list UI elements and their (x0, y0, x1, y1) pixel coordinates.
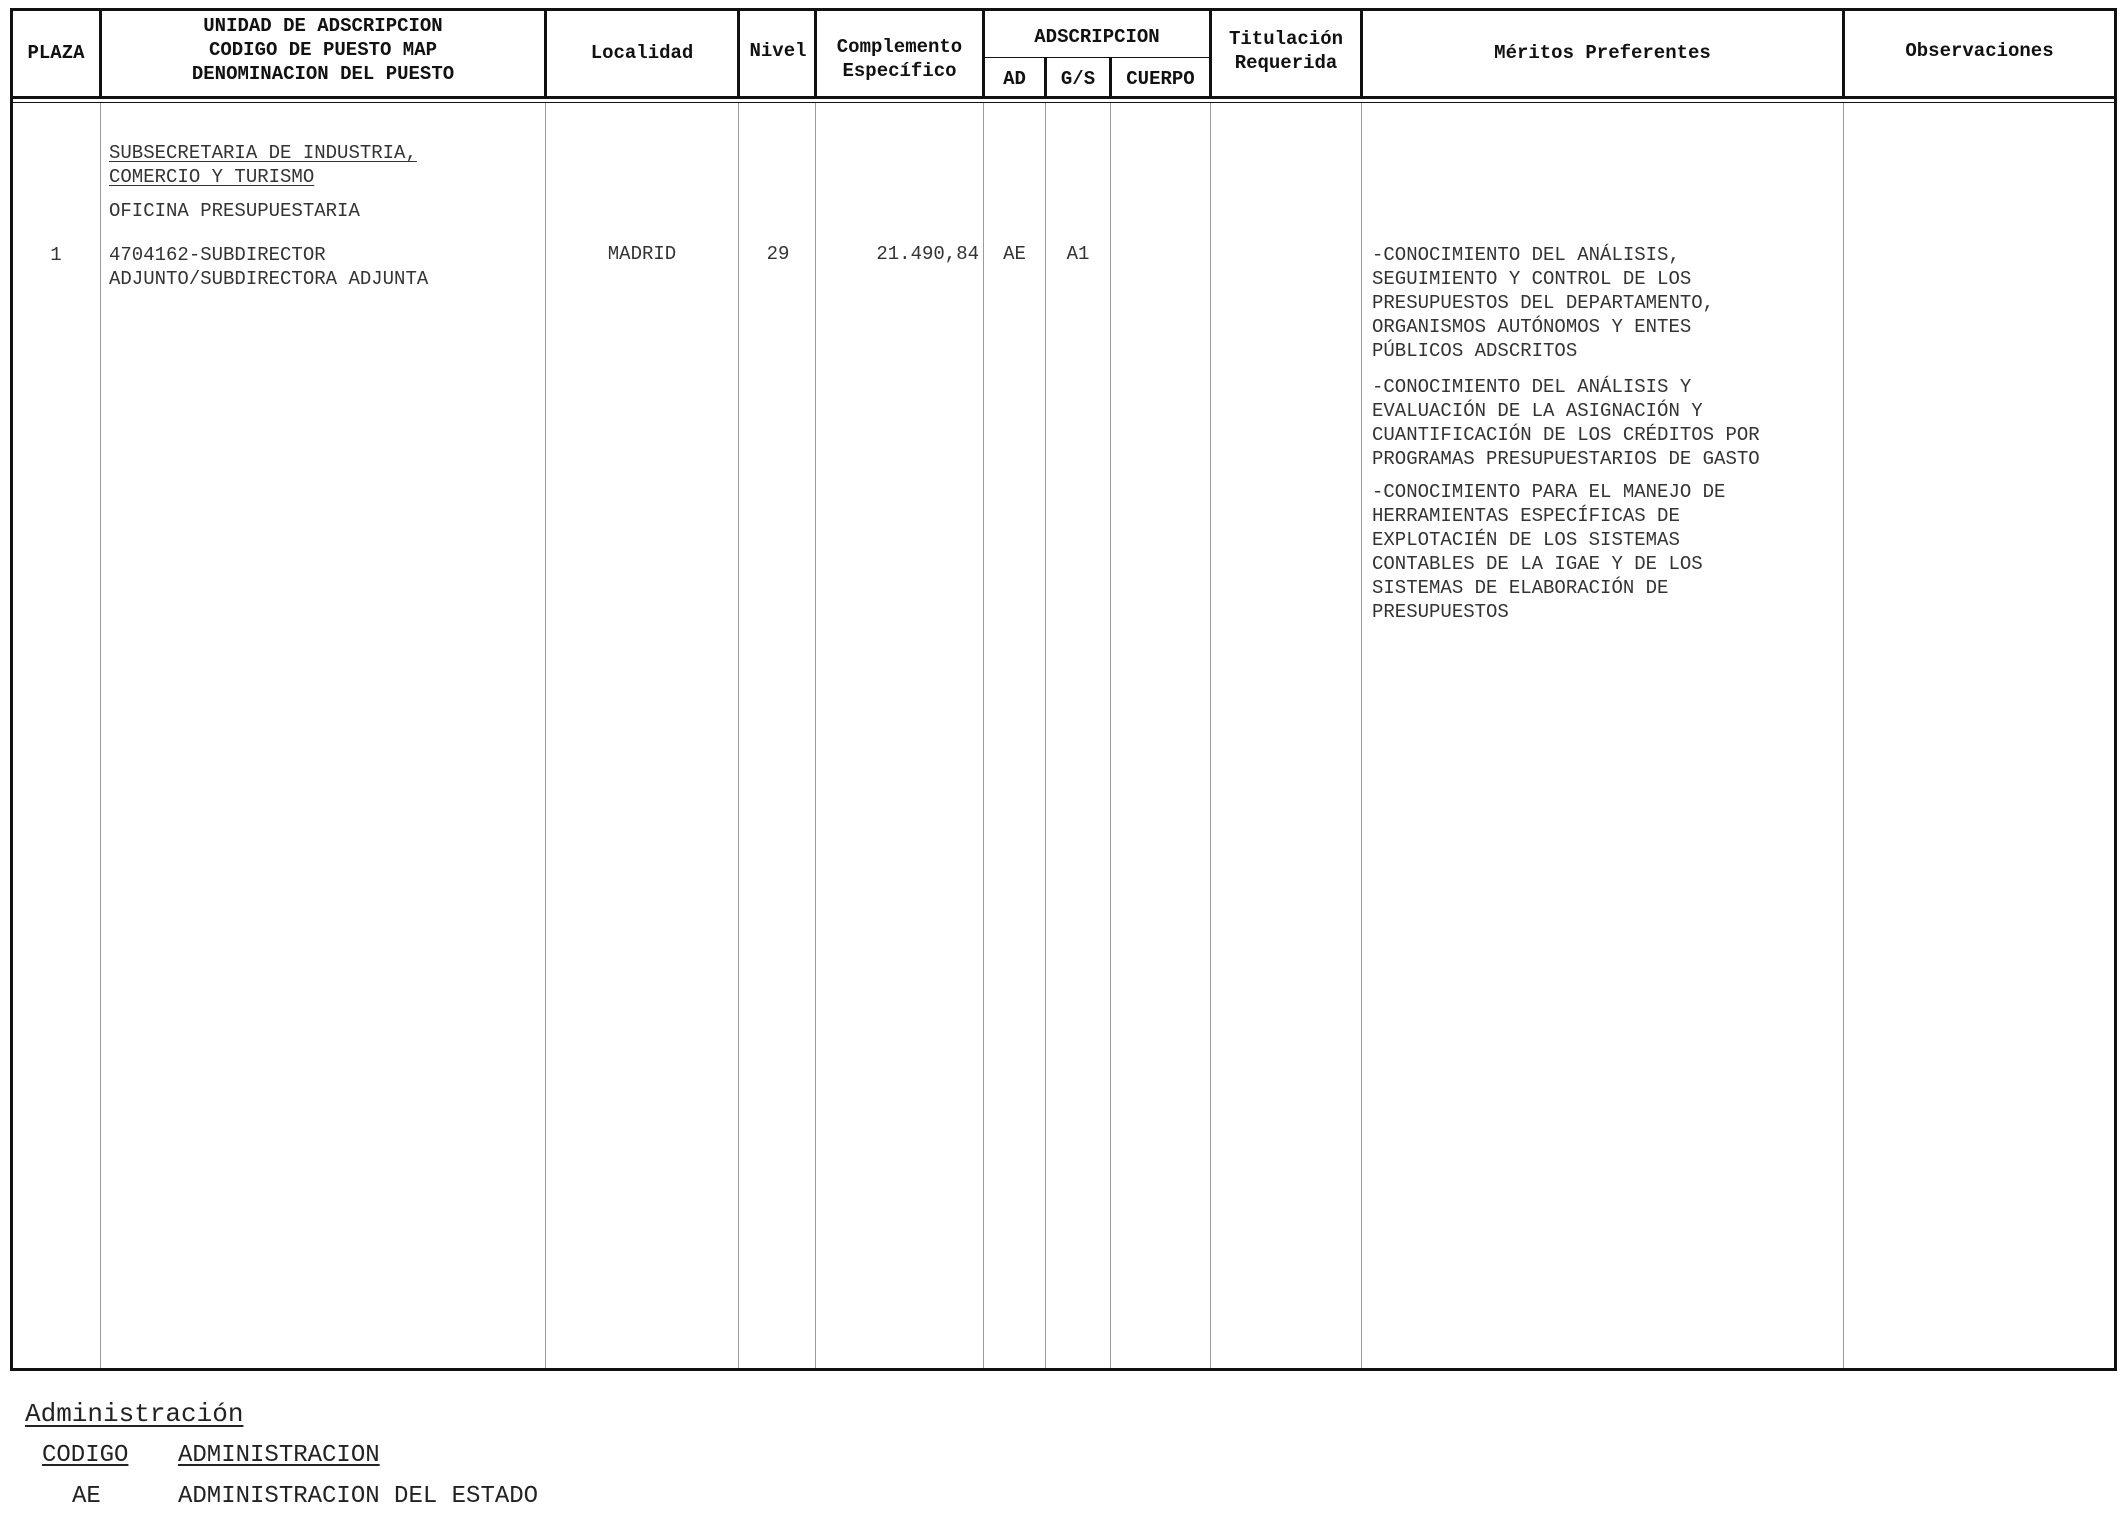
vacancy-table (10, 8, 2117, 1371)
header-gs: G/S (1060, 68, 1096, 90)
header-rule (13, 96, 2114, 99)
body-col-divider (815, 103, 816, 1368)
office-name: OFICINA PRESUPUESTARIA (109, 200, 360, 222)
header-rule-inner (13, 102, 2114, 103)
header-meritos: Méritos Preferentes (1494, 42, 1711, 64)
header-adscripcion: ADSCRIPCION (1034, 26, 1160, 48)
body-col-divider (1843, 103, 1844, 1368)
header-unidad: UNIDAD DE ADSCRIPCION CODIGO DE PUESTO MAP DENOMINACION DEL PUESTO (191, 15, 455, 85)
legend-title: Administración (25, 1399, 244, 1429)
header-observaciones: Observaciones (1905, 40, 2054, 62)
row-ad: AE (1003, 243, 1026, 265)
body-col-divider (1045, 103, 1046, 1368)
header-nivel: Nivel (749, 40, 807, 62)
merit-item: -CONOCIMIENTO DEL ANÁLISIS Y EVALUACIÓN DE LA ASIGNACIÓN Y CUANTIFICACIÓN DE LOS CRÉDITOS POR PROGRAMAS PRESUPUESTARIOS DE GASTO (1372, 376, 1760, 470)
body-col-divider (983, 103, 984, 1368)
row-puesto: 4704162-SUBDIRECTOR ADJUNTO/SUBDIRECTORA ADJUNTA (109, 244, 429, 290)
legend-row-administracion: ADMINISTRACION DEL ESTADO (178, 1483, 539, 1510)
header-titulacion: Titulación Requerida (1228, 28, 1344, 74)
body-col-divider (738, 103, 739, 1368)
merit-item: -CONOCIMIENTO PARA EL MANEJO DE HERRAMIENTAS ESPECÍFICAS DE EXPLOTACIÉN DE LOS SISTEMAS CONTABLES DE LA IGAE Y DE LOS SISTEMAS DE ELABORACIÓN DE PRESUPUESTOS (1372, 481, 1726, 623)
legend-header-codigo: CODIGO (42, 1442, 129, 1469)
row-plaza: 1 (50, 244, 62, 266)
body-col-divider (1210, 103, 1211, 1368)
body-col-divider (1361, 103, 1362, 1368)
unit-name: SUBSECRETARIA DE INDUSTRIA, COMERCIO Y TURISMO (109, 142, 417, 188)
row-gs: A1 (1066, 243, 1090, 265)
body-col-divider (100, 103, 101, 1368)
legend-row-codigo: AE (72, 1483, 101, 1510)
body-col-divider (545, 103, 546, 1368)
body-col-divider (1110, 103, 1111, 1368)
header-complemento: Complemento Específico (836, 36, 963, 82)
row-complemento: 21.490,84 (876, 243, 979, 265)
header-plaza: PLAZA (27, 42, 85, 64)
header-ad: AD (1003, 68, 1026, 90)
adscripcion-subrule (982, 57, 1209, 58)
header-localidad: Localidad (590, 42, 694, 64)
header-cuerpo: CUERPO (1126, 68, 1195, 90)
merit-item: -CONOCIMIENTO DEL ANÁLISIS, SEGUIMIENTO Y CONTROL DE LOS PRESUPUESTOS DEL DEPARTAMENTO, ORGANISMOS AUTÓNOMOS Y ENTES PÚBLICOS ADSCRITOS (1372, 244, 1715, 362)
row-nivel: 29 (766, 243, 790, 265)
row-localidad: MADRID (607, 243, 677, 265)
legend-header-administracion: ADMINISTRACION (178, 1442, 380, 1469)
